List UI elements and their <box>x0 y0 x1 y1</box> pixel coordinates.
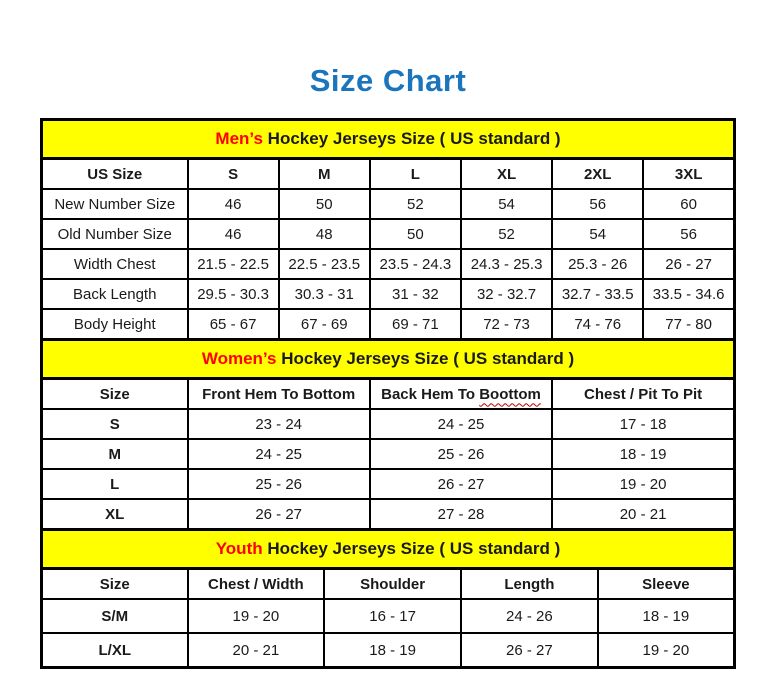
row-label: Old Number Size <box>42 219 188 249</box>
cell: 32 - 32.7 <box>461 279 552 309</box>
column-header: XL <box>461 159 552 190</box>
row-label: Body Height <box>42 309 188 340</box>
cell: 26 - 27 <box>370 469 552 499</box>
table-row <box>42 219 735 249</box>
cell: 24 - 25 <box>370 409 552 439</box>
table-row <box>42 469 735 499</box>
cell: 65 - 67 <box>188 309 279 340</box>
womens-section-title: Hockey Jerseys Size ( US standard ) <box>276 349 575 368</box>
cell: 54 <box>552 219 643 249</box>
column-header: Chest / Width <box>188 569 325 600</box>
cell: 31 - 32 <box>370 279 461 309</box>
cell: 72 - 73 <box>461 309 552 340</box>
youth-section-header <box>42 530 735 569</box>
table-row <box>42 530 735 569</box>
table-row <box>42 120 735 159</box>
cell: 19 - 20 <box>188 599 325 633</box>
cell: 17 - 18 <box>552 409 734 439</box>
cell: 48 <box>279 219 370 249</box>
cell: 56 <box>552 189 643 219</box>
table-row <box>42 409 735 439</box>
cell: 33.5 - 34.6 <box>643 279 734 309</box>
cell: 24 - 26 <box>461 599 598 633</box>
mens-size-table <box>40 118 736 341</box>
youth-size-table <box>40 528 736 669</box>
cell: 18 - 19 <box>324 633 461 668</box>
cell: 60 <box>643 189 734 219</box>
cell: 52 <box>461 219 552 249</box>
cell: 26 - 27 <box>461 633 598 668</box>
column-header: Chest / Pit To Pit <box>552 379 734 410</box>
table-row <box>42 159 735 190</box>
cell: 18 - 19 <box>598 599 735 633</box>
cell: 25 - 26 <box>370 439 552 469</box>
table-row <box>42 499 735 530</box>
cell: 30.3 - 31 <box>279 279 370 309</box>
table-row <box>42 599 735 633</box>
cell: 54 <box>461 189 552 219</box>
mens-section-title: Hockey Jerseys Size ( US standard ) <box>262 129 561 148</box>
cell: 50 <box>279 189 370 219</box>
womens-section-header <box>42 340 735 379</box>
column-header: S <box>188 159 279 190</box>
row-label: New Number Size <box>42 189 188 219</box>
youth-section-accent: Youth <box>215 539 263 558</box>
column-header: M <box>279 159 370 190</box>
cell: 16 - 17 <box>324 599 461 633</box>
cell: 67 - 69 <box>279 309 370 340</box>
cell: 74 - 76 <box>552 309 643 340</box>
table-row <box>42 249 735 279</box>
misspelled-word: Boottom <box>479 385 541 403</box>
cell: 26 - 27 <box>643 249 734 279</box>
youth-section-title: Hockey Jerseys Size ( US standard ) <box>262 539 561 558</box>
cell: 26 - 27 <box>188 499 370 530</box>
cell: 23.5 - 24.3 <box>370 249 461 279</box>
row-label: Width Chest <box>42 249 188 279</box>
column-header: L <box>370 159 461 190</box>
cell: 50 <box>370 219 461 249</box>
column-header: Shoulder <box>324 569 461 600</box>
table-row <box>42 279 735 309</box>
column-header-text: Back Hem To <box>381 385 480 403</box>
row-label: XL <box>42 499 188 530</box>
table-row <box>42 439 735 469</box>
cell: 46 <box>188 189 279 219</box>
womens-size-table <box>40 338 736 531</box>
cell: 56 <box>643 219 734 249</box>
mens-section-header <box>42 120 735 159</box>
table-row <box>42 189 735 219</box>
cell: 27 - 28 <box>370 499 552 530</box>
row-label: S <box>42 409 188 439</box>
table-row <box>42 379 735 410</box>
cell: 46 <box>188 219 279 249</box>
table-row <box>42 569 735 600</box>
mens-section-accent: Men’s <box>215 129 263 148</box>
cell: 20 - 21 <box>188 633 325 668</box>
cell: 19 - 20 <box>598 633 735 668</box>
row-label: L <box>42 469 188 499</box>
column-header: US Size <box>42 159 188 190</box>
table-row <box>42 309 735 340</box>
cell: 20 - 21 <box>552 499 734 530</box>
table-row <box>42 340 735 379</box>
column-header: 3XL <box>643 159 734 190</box>
row-label: M <box>42 439 188 469</box>
cell: 25 - 26 <box>188 469 370 499</box>
column-header: Sleeve <box>598 569 735 600</box>
row-label: Back Length <box>42 279 188 309</box>
cell: 24.3 - 25.3 <box>461 249 552 279</box>
cell: 29.5 - 30.3 <box>188 279 279 309</box>
cell: 19 - 20 <box>552 469 734 499</box>
column-header: Size <box>42 569 188 600</box>
cell: 69 - 71 <box>370 309 461 340</box>
column-header: Length <box>461 569 598 600</box>
row-label: S/M <box>42 599 188 633</box>
cell: 77 - 80 <box>643 309 734 340</box>
cell: 18 - 19 <box>552 439 734 469</box>
womens-section-accent: Women’s <box>201 349 277 368</box>
cell: 21.5 - 22.5 <box>188 249 279 279</box>
column-header: Front Hem To Bottom <box>188 379 370 410</box>
cell: 52 <box>370 189 461 219</box>
cell: 24 - 25 <box>188 439 370 469</box>
row-label: L/XL <box>42 633 188 668</box>
cell: 32.7 - 33.5 <box>552 279 643 309</box>
page-title: Size Chart <box>309 63 467 98</box>
cell: 22.5 - 23.5 <box>279 249 370 279</box>
column-header <box>370 379 552 410</box>
table-row <box>42 633 735 668</box>
cell: 23 - 24 <box>188 409 370 439</box>
cell: 25.3 - 26 <box>552 249 643 279</box>
column-header: 2XL <box>552 159 643 190</box>
column-header: Size <box>42 379 188 410</box>
size-chart <box>40 118 736 669</box>
